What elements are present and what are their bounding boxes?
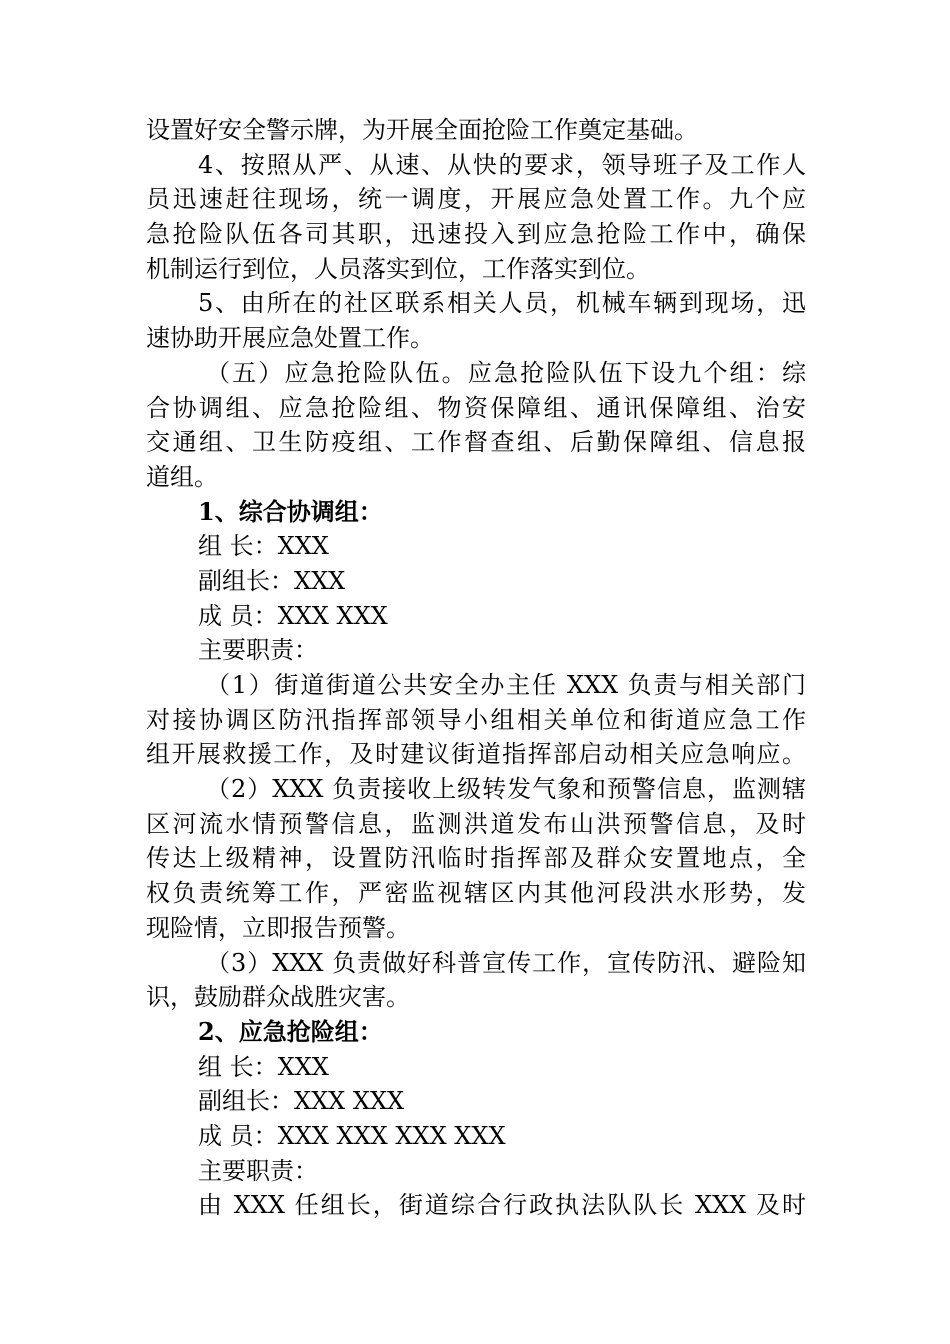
- text-line: 道组。: [146, 462, 218, 491]
- text-line: 成 员：XXX XXX: [198, 601, 388, 630]
- text-line: 组 长：XXX: [198, 1052, 329, 1081]
- text-line: 速协助开展应急处置工作。: [146, 324, 434, 353]
- text-line: 设置好安全警示牌，为开展全面抢险工作奠定基础。: [146, 116, 698, 144]
- text-line: 对接协调区防汛指挥部领导小组相关单位和街道应急工作: [146, 705, 806, 734]
- text-line: （3）XXX 负责做好科普宣传工作，宣传防汛、避险知: [206, 948, 806, 977]
- text-line: 主要职责：: [198, 1156, 318, 1185]
- text-line: 组开展救援工作，及时建议街道指挥部启动相关应急响应。: [146, 740, 806, 769]
- text-line: 主要职责：: [198, 636, 318, 665]
- text-line: 成 员：XXX XXX XXX XXX: [198, 1121, 506, 1150]
- text-line: 急抢险队伍各司其职，迅速投入到应急抢险工作中，确保: [146, 220, 806, 249]
- text-line: 交通组、卫生防疫组、工作督查组、后勤保障组、信息报: [146, 428, 806, 457]
- text-line: 由 XXX 任组长，街道综合行政执法队队长 XXX 及时: [198, 1191, 806, 1220]
- text-line: 识，鼓励群众战胜灾害。: [146, 983, 410, 1012]
- document-page: [146, 113, 806, 1223]
- text-line: 区河流水情预警信息，监测洪道发布山洪预警信息，及时: [146, 809, 806, 838]
- section-heading-line: （五）应急抢险队伍。应急抢险队伍下设九个组：综: [206, 358, 806, 387]
- group-heading: 1、综合协调组：: [198, 496, 383, 526]
- text-line: 副组长：XXX: [198, 566, 346, 595]
- text-line: 5、由所在的社区联系相关人员，机械车辆到现场，迅: [198, 289, 806, 318]
- text-line: （1）街道街道公共安全办主任 XXX 负责与相关部门: [206, 671, 806, 699]
- text-line: 组 长：XXX: [198, 532, 329, 561]
- group-heading: 2、应急抢险组：: [198, 1016, 383, 1046]
- text-line: 机制运行到位，人员落实到位，工作落实到位。: [146, 254, 650, 283]
- text-line: 现险情，立即报告预警。: [146, 913, 410, 942]
- text-line: 合协调组、应急抢险组、物资保障组、通讯保障组、治安: [146, 393, 806, 422]
- text-line: 权负责统筹工作，严密监视辖区内其他河段洪水形势，发: [146, 879, 806, 908]
- text-line: （2）XXX 负责接收上级转发气象和预警信息，监测辖: [206, 775, 806, 804]
- text-line: 4、按照从严、从速、从快的要求，领导班子及工作人: [198, 150, 806, 179]
- text-line: 副组长：XXX XXX: [198, 1087, 405, 1116]
- text-line: 员迅速赶往现场，统一调度，开展应急处置工作。九个应: [146, 185, 806, 214]
- text-line: 传达上级精神，设置防汛临时指挥部及群众安置地点，全: [146, 844, 806, 873]
